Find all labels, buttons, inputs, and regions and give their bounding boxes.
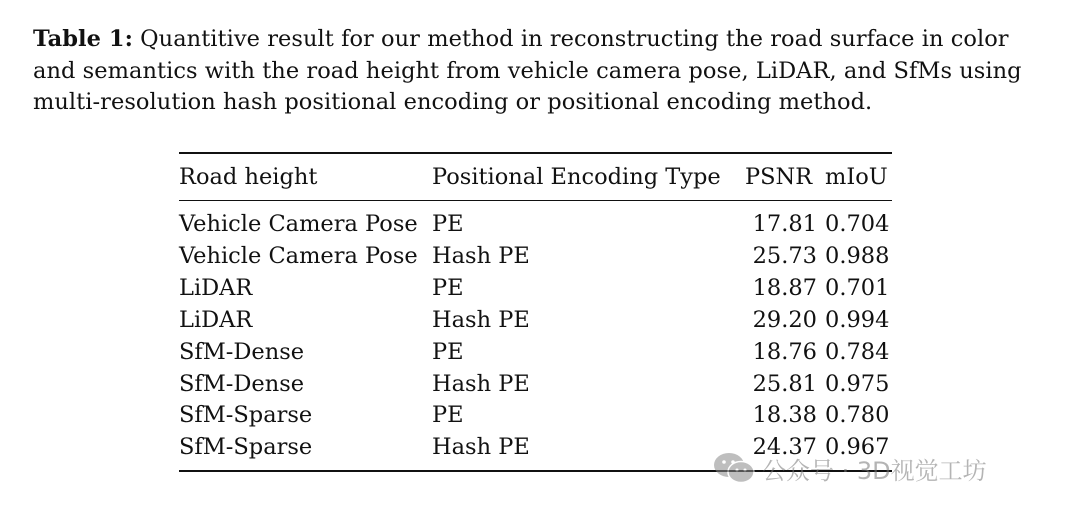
table-caption bbox=[33, 24, 1045, 119]
cell-encoding-type: Hash PE bbox=[432, 370, 530, 397]
header-road-height: Road height bbox=[179, 164, 318, 190]
cell-psnr: 18.87 bbox=[752, 274, 817, 301]
cell-encoding-type: PE bbox=[432, 338, 464, 365]
cell-psnr: 24.37 bbox=[752, 434, 817, 461]
cell-road-height: SfM-Sparse bbox=[179, 434, 313, 461]
table-row bbox=[179, 273, 892, 305]
cell-encoding-type: Hash PE bbox=[432, 434, 530, 461]
cell-psnr: 18.38 bbox=[752, 402, 817, 429]
table-row bbox=[179, 305, 892, 337]
cell-road-height: Vehicle Camera Pose bbox=[179, 242, 418, 269]
table-header-row bbox=[179, 153, 892, 201]
cell-psnr: 17.81 bbox=[752, 211, 817, 237]
cell-miou: 0.988 bbox=[825, 242, 890, 269]
table-row bbox=[179, 400, 892, 432]
cell-encoding-type: Hash PE bbox=[432, 242, 530, 269]
cell-psnr: 29.20 bbox=[752, 306, 817, 333]
caption-text: Quantitive result for our method in reconstructing the road surface in color and semantics with the road height from vehicle camera pose, LiDAR, and SfMs using multi-resolution hash positional encoding or positional encoding method. bbox=[33, 26, 1022, 115]
cell-psnr: 25.73 bbox=[752, 242, 817, 269]
header-encoding-type: Positional Encoding Type bbox=[432, 164, 721, 190]
cell-psnr: 25.81 bbox=[752, 370, 817, 397]
header-miou: mIoU bbox=[825, 164, 888, 190]
cell-road-height: LiDAR bbox=[179, 306, 253, 333]
cell-miou: 0.780 bbox=[825, 402, 890, 429]
cell-encoding-type: PE bbox=[432, 274, 464, 301]
cell-miou: 0.704 bbox=[825, 211, 890, 237]
table-row bbox=[179, 241, 892, 273]
table-row bbox=[179, 337, 892, 369]
cell-miou: 0.994 bbox=[825, 306, 890, 333]
cell-road-height: LiDAR bbox=[179, 274, 253, 301]
results-table-container bbox=[179, 152, 892, 472]
cell-road-height: SfM-Dense bbox=[179, 370, 305, 397]
table-row bbox=[179, 201, 892, 241]
wechat-icon bbox=[712, 452, 756, 484]
cell-miou: 0.967 bbox=[825, 434, 890, 461]
cell-road-height: SfM-Dense bbox=[179, 338, 305, 365]
cell-encoding-type: Hash PE bbox=[432, 306, 530, 333]
cell-miou: 0.701 bbox=[825, 274, 890, 301]
watermark bbox=[712, 450, 987, 486]
cell-encoding-type: PE bbox=[432, 402, 464, 429]
caption-label: Table 1: bbox=[33, 26, 133, 52]
cell-miou: 0.975 bbox=[825, 370, 890, 397]
cell-psnr: 18.76 bbox=[752, 338, 817, 365]
watermark-text: 公众号 · 3D视觉工坊 bbox=[762, 456, 987, 485]
header-psnr: PSNR bbox=[745, 164, 813, 190]
cell-road-height: Vehicle Camera Pose bbox=[179, 211, 418, 237]
cell-encoding-type: PE bbox=[432, 211, 464, 237]
cell-miou: 0.784 bbox=[825, 338, 890, 365]
cell-road-height: SfM-Sparse bbox=[179, 402, 313, 429]
table-row bbox=[179, 369, 892, 401]
results-table bbox=[179, 152, 892, 472]
